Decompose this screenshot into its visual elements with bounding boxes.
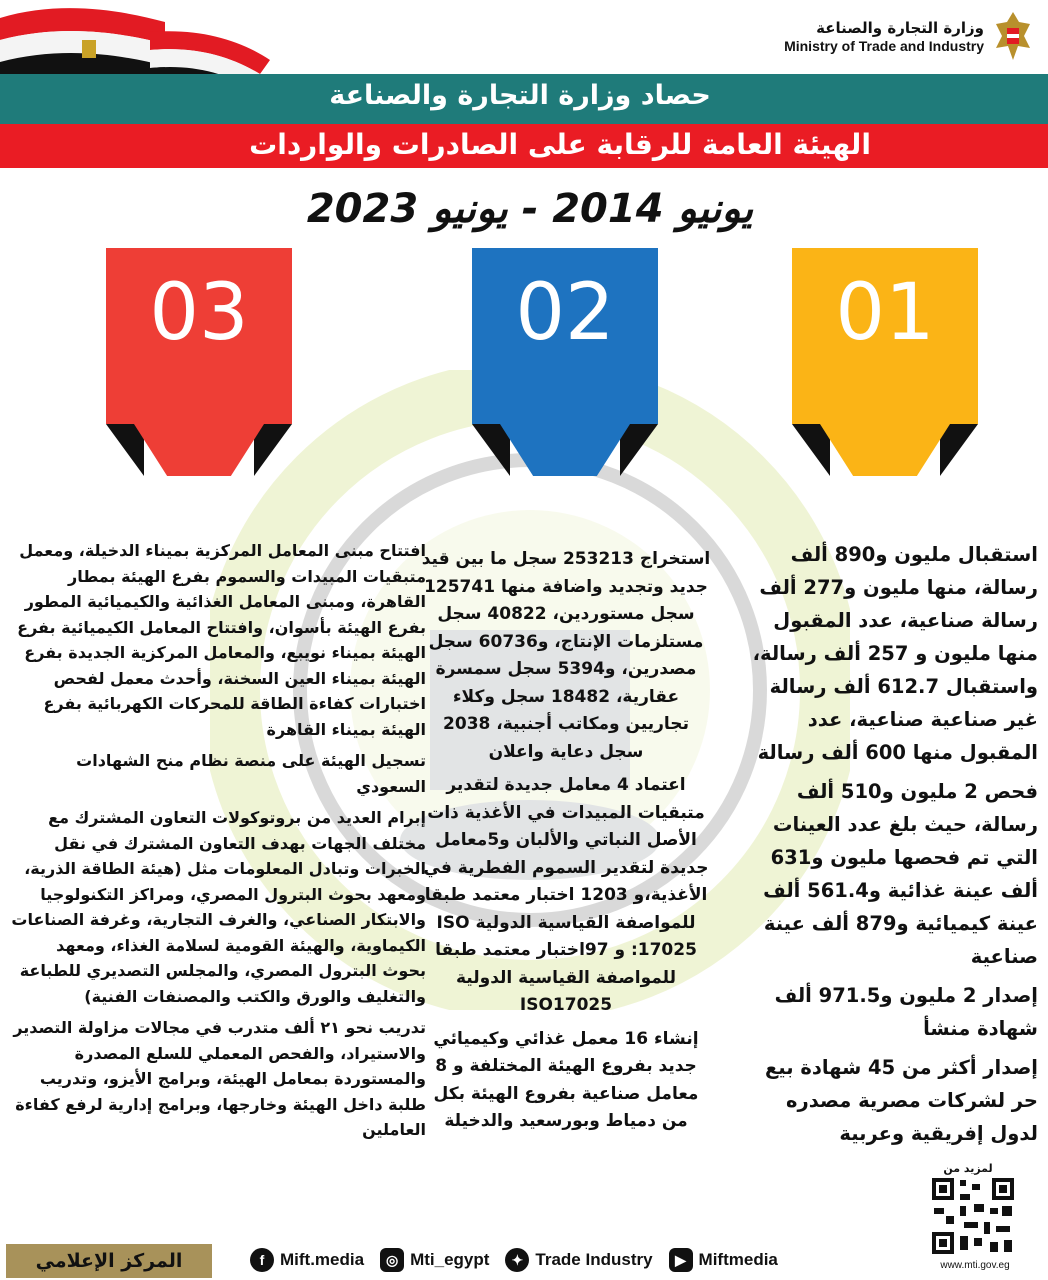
page-title: حصاد وزارة التجارة والصناعة (329, 80, 711, 111)
youtube-handle: Miftmedia (698, 1250, 778, 1269)
more-info-label: لمزيد من (943, 1162, 993, 1175)
col3-paragraph: تدريب نحو ٢١ ألف متدرب في مجالات مزاولة التصدير والاستيراد، والفحص المعملي للسلع المصدرة والمستوردة بمعامل الهيئة، وبرامج الأيزو، وتدريب طلبة داخل الهيئة وخارجها، وبرامج إدارية لرفع كفاءة العاملين (13, 1018, 426, 1139)
col1-paragraph: فحص 2 مليون و510 ألف رسالة، حيث بلغ عدد العينات التي تم فحصها مليون و631 ألف عينة غذائية و561.4 ألف عينة كيميائية و879 ألف عينة صناعية (763, 780, 1038, 968)
column-01-text (740, 538, 1038, 1156)
ribbon-03 (106, 248, 292, 476)
column-03-text (10, 538, 426, 1149)
ministry-name-arabic: وزارة التجارة والصناعة (816, 19, 984, 38)
media-center-label: المركز الإعلامي (6, 1244, 212, 1278)
col3-paragraph: إبرام العديد من بروتوكولات التعاون المشترك مع مختلف الجهات بهدف التعاون المشترك في نقل الخبرات وتبادل المعلومات مثل (هيئة الطاقة الذرية، ومعهد بحوث البترول المصري، ومراكز التكنولوجيا والابتكار الصناعي، والغرف التجارية، وغرفة الصناعات الكيماوية، والهيئة القومية لسلامة الغذاء، ومعهد بحوث البترول المصري، والمجلس التصديري للطباعة والتغليف والورق والكتب والمصنفات الفنية) (11, 808, 426, 1006)
qr-code-icon[interactable] (930, 1176, 1016, 1256)
instagram-handle: Mti_egypt (410, 1250, 490, 1269)
column-02-text (420, 546, 712, 1142)
social-links (250, 1248, 786, 1272)
facebook-link[interactable] (250, 1248, 364, 1272)
col2-paragraph: اعتماد 4 معامل جديدة لتقدير متبقيات المبيدات في الأغذية ذات الأصل النباتي والألبان و5معامل جديدة لتقدير السموم الفطرية في الأغذية،و 1203 اختبار معتمد طبقا للمواصفة القياسية الدولية ISO 17025: و 97اختبار معتمد طبقا للمواصفة القياسية الدولية ISO17025 (423, 775, 709, 1015)
youtube-link[interactable] (669, 1248, 778, 1272)
instagram-link[interactable] (380, 1248, 489, 1272)
eagle-emblem-icon (992, 8, 1034, 66)
twitter-handle: Trade Industry (535, 1250, 653, 1269)
facebook-handle: Mift.media (280, 1250, 365, 1269)
website-url[interactable]: www.mti.gov.eg (940, 1260, 1010, 1271)
facebook-icon: f (250, 1248, 274, 1272)
col3-paragraph: افتتاح مبنى المعامل المركزية بميناء الدخيلة، ومعمل متبقيات المبيدات والسموم بفرع الهيئة بمطار القاهرة، ومبنى المعامل الغذائية والكيميائية المطور بفرع الهيئة بأسوان، وافتتاح المعامل الكيميائية بفرع الهيئة بميناء نويبع، والمعامل المركزية الجديدة بفرع الهيئة بميناء العين السخنة، وأحدث معمل لفحص اختبارات كفاءة الطاقة للمحركات الكهربائية بفرع الهيئة بميناء القاهرة (17, 541, 426, 739)
col1-paragraph: إصدار 2 مليون و971.5 ألف شهادة منشأ (774, 984, 1038, 1040)
page-subtitle: الهيئة العامة للرقابة على الصادرات والواردات (249, 128, 871, 161)
col2-paragraph: إنشاء 16 معمل غذائي وكيميائي جديد بفروع الهيئة المختلفة و 8 معامل صناعية بفروع الهيئة بكل من دمياط وبورسعيد والدخيلة (433, 1028, 699, 1131)
twitter-link[interactable] (505, 1248, 652, 1272)
col1-paragraph: استقبال مليون و890 ألف رسالة، منها مليون و277 ألف رسالة صناعية، عدد المقبول منها مليون و 257 ألف رسالة، واستقبال 612.7 ألف رسالة غير صناعية صناعية، عدد المقبول منها 600 ألف رسالة (752, 543, 1038, 764)
col2-paragraph: استخراج 253213 سجل ما بين قيد جديد وتجديد واضافة منها 125741 سجل مستوردين، 40822 سجل مستلزمات الإنتاج، و60736 سجل مصدرين، و5394 سجل سمسرة عقارية، 18482 سجل وكلاء تجاريين ومكاتب أجنبية، 2038 سجل دعاية واعلان (421, 549, 711, 762)
ribbon-number: 01 (835, 268, 935, 358)
ribbon-01 (792, 248, 978, 476)
ribbon-02 (472, 248, 658, 476)
ribbon-number: 02 (515, 268, 615, 358)
ribbon-number: 03 (149, 268, 249, 358)
ministry-name-english: Ministry of Trade and Industry (784, 37, 984, 54)
col3-paragraph: تسجيل الهيئة على منصة نظام منح الشهادات السعودي (76, 751, 426, 796)
date-range: يونيو 2014 - يونيو 2023 (306, 186, 754, 232)
youtube-icon: ▶ (669, 1248, 693, 1272)
col1-paragraph: إصدار أكثر من 45 شهادة بيع حر لشركات مصرية مصدره لدول إفريقية وعربية (764, 1056, 1038, 1145)
ministry-logo (784, 8, 1034, 66)
instagram-icon: ◎ (380, 1248, 404, 1272)
twitter-icon: ✦ (505, 1248, 529, 1272)
